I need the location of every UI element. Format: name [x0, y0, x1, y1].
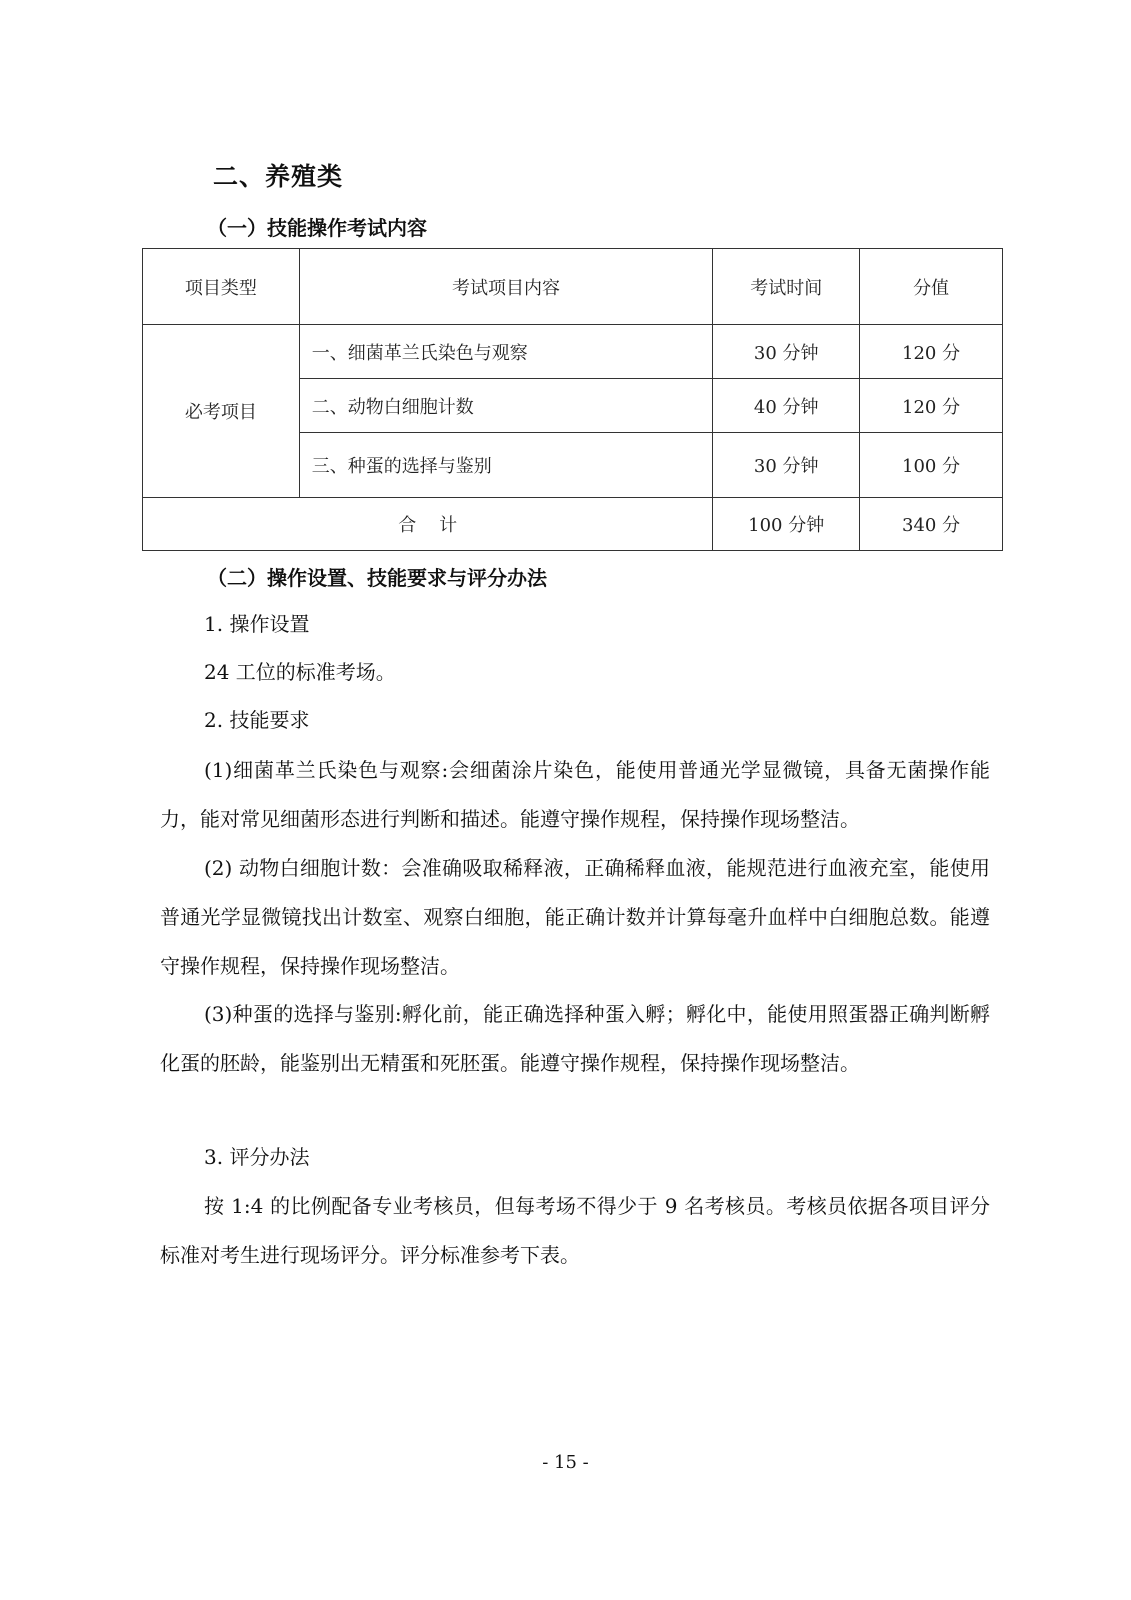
page-number: - 15 - — [542, 1452, 589, 1473]
header-score: 分值 — [860, 249, 1003, 325]
group-label-cell: 必考项目 — [143, 325, 300, 498]
requirement-paragraph-3: (3)种蛋的选择与鉴别:孵化前，能正确选择种蛋入孵；孵化中，能使用照蛋器正确判断孵化蛋的胚龄，能鉴别出无精蛋和死胚蛋。能遵守操作规程，保持操作现场整洁。 — [160, 1002, 990, 1075]
total-label: 合 计 — [143, 498, 713, 551]
total-score: 340 分 — [860, 498, 1003, 551]
row-score: 120 分 — [860, 379, 1003, 433]
row-time: 30 分钟 — [713, 325, 860, 379]
row-content: 三、种蛋的选择与鉴别 — [299, 433, 712, 498]
row-time: 30 分钟 — [713, 433, 860, 498]
scoring-paragraph: 按 1:4 的比例配备专业考核员，但每考场不得少于 9 名考核员。考核员依据各项目评分标准对考生进行现场评分。评分标准参考下表。 — [160, 1194, 990, 1267]
item2-title: 2. 技能要求 — [204, 708, 310, 732]
requirement-paragraph-1: (1)细菌革兰氏染色与观察:会细菌涂片染色，能使用普通光学显微镜，具备无菌操作能力，能对常见细菌形态进行判断和描述。能遵守操作规程，保持操作现场整洁。 — [160, 758, 990, 831]
exam-content-table — [142, 248, 1003, 551]
section-title: 二、养殖类 — [213, 162, 344, 191]
requirement-paragraph-2: (2) 动物白细胞计数：会准确吸取稀释液，正确稀释血液，能规范进行血液充室，能使用普通光学显微镜找出计数室、观察白细胞，能正确计数并计算每毫升血样中白细胞总数。能遵守操作规程，保持操作现场整洁。 — [160, 856, 990, 978]
header-exam-time: 考试时间 — [713, 249, 860, 325]
row-content: 一、细菌革兰氏染色与观察 — [299, 325, 712, 379]
row-time: 40 分钟 — [713, 379, 860, 433]
subsection-title-exam-content: （一）技能操作考试内容 — [207, 216, 427, 240]
row-content: 二、动物白细胞计数 — [299, 379, 712, 433]
item3-title: 3. 评分办法 — [204, 1145, 310, 1169]
row-score: 120 分 — [860, 325, 1003, 379]
header-item-type: 项目类型 — [143, 249, 300, 325]
row-score: 100 分 — [860, 433, 1003, 498]
header-item-content: 考试项目内容 — [299, 249, 712, 325]
subsection-title-settings: （二）操作设置、技能要求与评分办法 — [207, 566, 547, 590]
item1-title: 1. 操作设置 — [204, 612, 310, 636]
table-total-row — [143, 498, 1003, 551]
table-row — [143, 325, 1003, 379]
total-time: 100 分钟 — [713, 498, 860, 551]
table-header-row — [143, 249, 1003, 325]
item1-text: 24 工位的标准考场。 — [204, 660, 396, 684]
